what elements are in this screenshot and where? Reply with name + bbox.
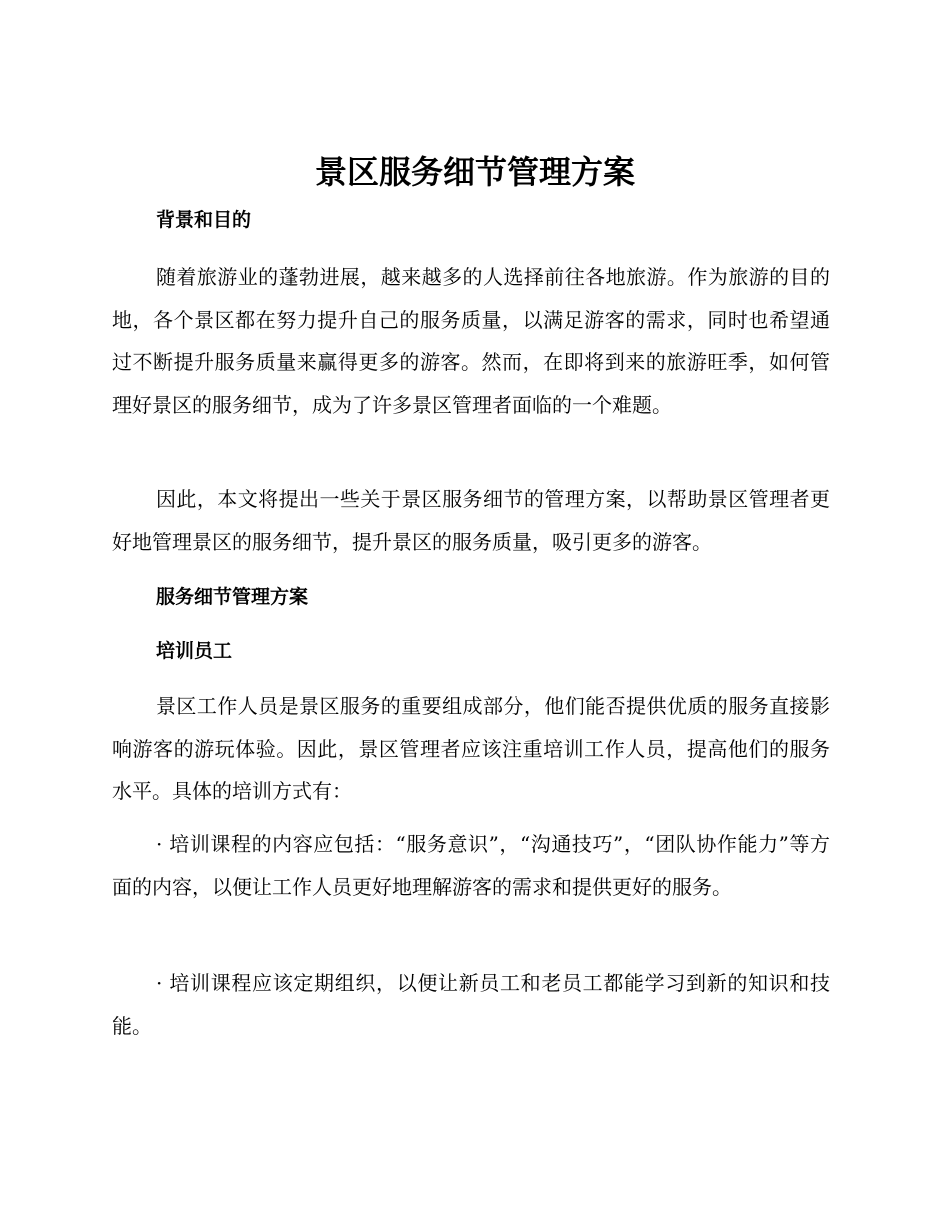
section-heading-training: 培训员工	[156, 640, 233, 662]
section-heading-background: 背景和目的	[156, 209, 252, 231]
paragraph-background-2: 因此，本文将提出一些关于景区服务细节的管理方案，以帮助景区管理者更好地管理景区的服务细节，提升景区的服务质量，吸引更多的游客。	[112, 487, 830, 554]
paragraph-training-intro: 景区工作人员是景区服务的重要组成部分，他们能否提供优质的服务直接影响游客的游玩体验。因此，景区管理者应该注重培训工作人员，提高他们的服务水平。具体的培训方式有：	[112, 694, 830, 803]
bullet-item-training-content: · 培训课程的内容应包括：“服务意识”，“沟通技巧”，“团队协作能力”等方面的内容，以便让工作人员更好地理解游客的需求和提供更好的服务。	[112, 832, 830, 899]
paragraph-background-1: 随着旅游业的蓬勃进展，越来越多的人选择前往各地旅游。作为旅游的目的地，各个景区都在努力提升自己的服务质量，以满足游客的需求，同时也希望通过不断提升服务质量来赢得更多的游客。然而，在即将到来的旅游旺季，如何管理好景区的服务细节，成为了许多景区管理者面临的一个难题。	[112, 265, 830, 417]
document-title: 景区服务细节管理方案	[314, 153, 635, 191]
section-heading-plan: 服务细节管理方案	[156, 586, 309, 608]
bullet-item-training-schedule: · 培训课程应该定期组织，以便让新员工和老员工都能学习到新的知识和技能。	[112, 971, 830, 1038]
